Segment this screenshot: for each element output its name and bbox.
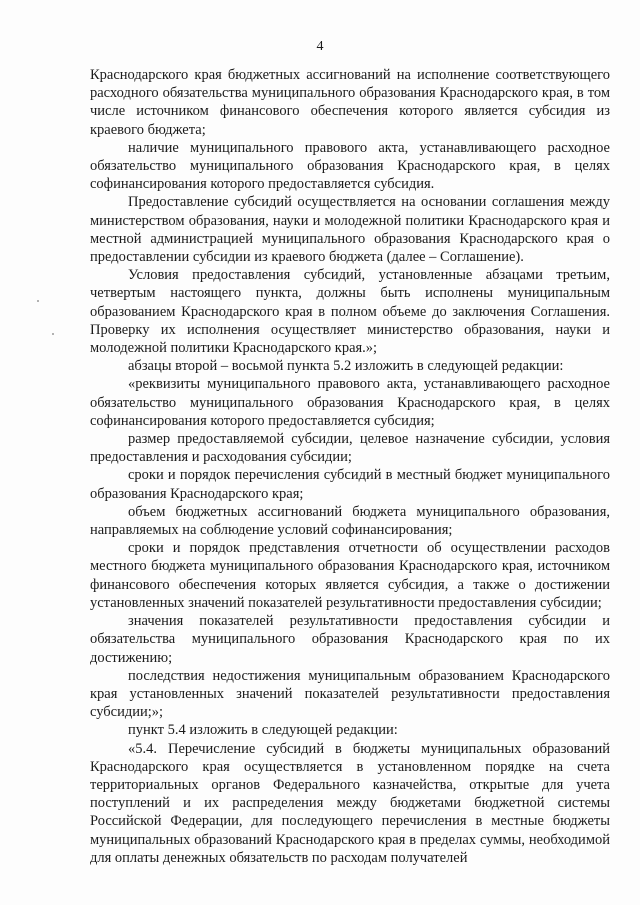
paragraph: значения показателей результативности предоставления субсидии и обязательства муниципального образования Краснодарского края по их достижению; <box>90 613 610 666</box>
paragraph: Условия предоставления субсидий, установленные абзацами третьим, четвертым настоящего пункта, должны быть исполнены муниципальным образованием Краснодарского края в полном объеме до заключения Соглашения. Проверку их исполнения осуществляет министерство образования, науки и молодежной политики Краснодарского края.»; <box>90 267 610 357</box>
paragraph: «реквизиты муниципального правового акта, устанавливающего расходное обязательство муниципального образования Краснодарского края, в целях софинансирования которого предоставляется субсидия; <box>90 376 610 429</box>
paragraph: сроки и порядок представления отчетности об осуществлении расходов местного бюджета муниципального образования Краснодарского края, источником финансового обеспечения которых является субсидия, а также о достижении установленных значений показателей результативности предоставления субсидии; <box>90 540 610 611</box>
paragraph: Предоставление субсидий осуществляется на основании соглашения между министерством образования, науки и молодежной политики Краснодарского края и местной администрацией муниципального образования Краснодарского края о предоставлении субсидии из краевого бюджета (далее – Соглашение). <box>90 194 610 266</box>
paragraph: абзацы второй – восьмой пункта 5.2 изложить в следующей редакции: <box>128 358 564 375</box>
document-body <box>90 66 610 867</box>
paragraph: последствия недостижения муниципальным образованием Краснодарского края установленных значений показателей результативности предоставления субсидии;»; <box>90 667 610 721</box>
paragraph: «5.4. Перечисление субсидий в бюджеты муниципальных образований Краснодарского края осуществляется в установленном порядке на счета территориальных органов Федерального казначейства, открытые для учета поступлений и их распределения между бюджетами бюджетной системы Российской Федерации, для последующего перечисления в местные бюджеты муниципальных образований Краснодарского края в пределах суммы, необходимой для оплаты денежных обязательств по расходам получателей <box>90 740 610 866</box>
page-number: 4 <box>316 39 324 54</box>
paragraph: Краснодарского края бюджетных ассигнований на исполнение соответствующего расходного обязательства муниципального образования Краснодарского края, в том числе источником финансового обеспечения которого является субсидия из краевого бюджета; <box>90 67 610 138</box>
paragraph: пункт 5.4 изложить в следующей редакции: <box>128 722 398 739</box>
scan-speck <box>52 333 54 335</box>
scan-speck <box>37 300 39 302</box>
paragraph: сроки и порядок перечисления субсидий в местный бюджет муниципального образования Краснодарского края; <box>90 467 610 502</box>
paragraph: объем бюджетных ассигнований бюджета муниципального образования, направляемых на соблюдение условий софинансирования; <box>90 503 610 539</box>
paragraph: размер предоставляемой субсидии, целевое назначение субсидии, условия предоставления и расходования субсидии; <box>90 431 610 466</box>
paragraph: наличие муниципального правового акта, устанавливающего расходное обязательство муниципального образования Краснодарского края, в целях софинансирования которого предоставляется субсидия. <box>90 139 610 193</box>
